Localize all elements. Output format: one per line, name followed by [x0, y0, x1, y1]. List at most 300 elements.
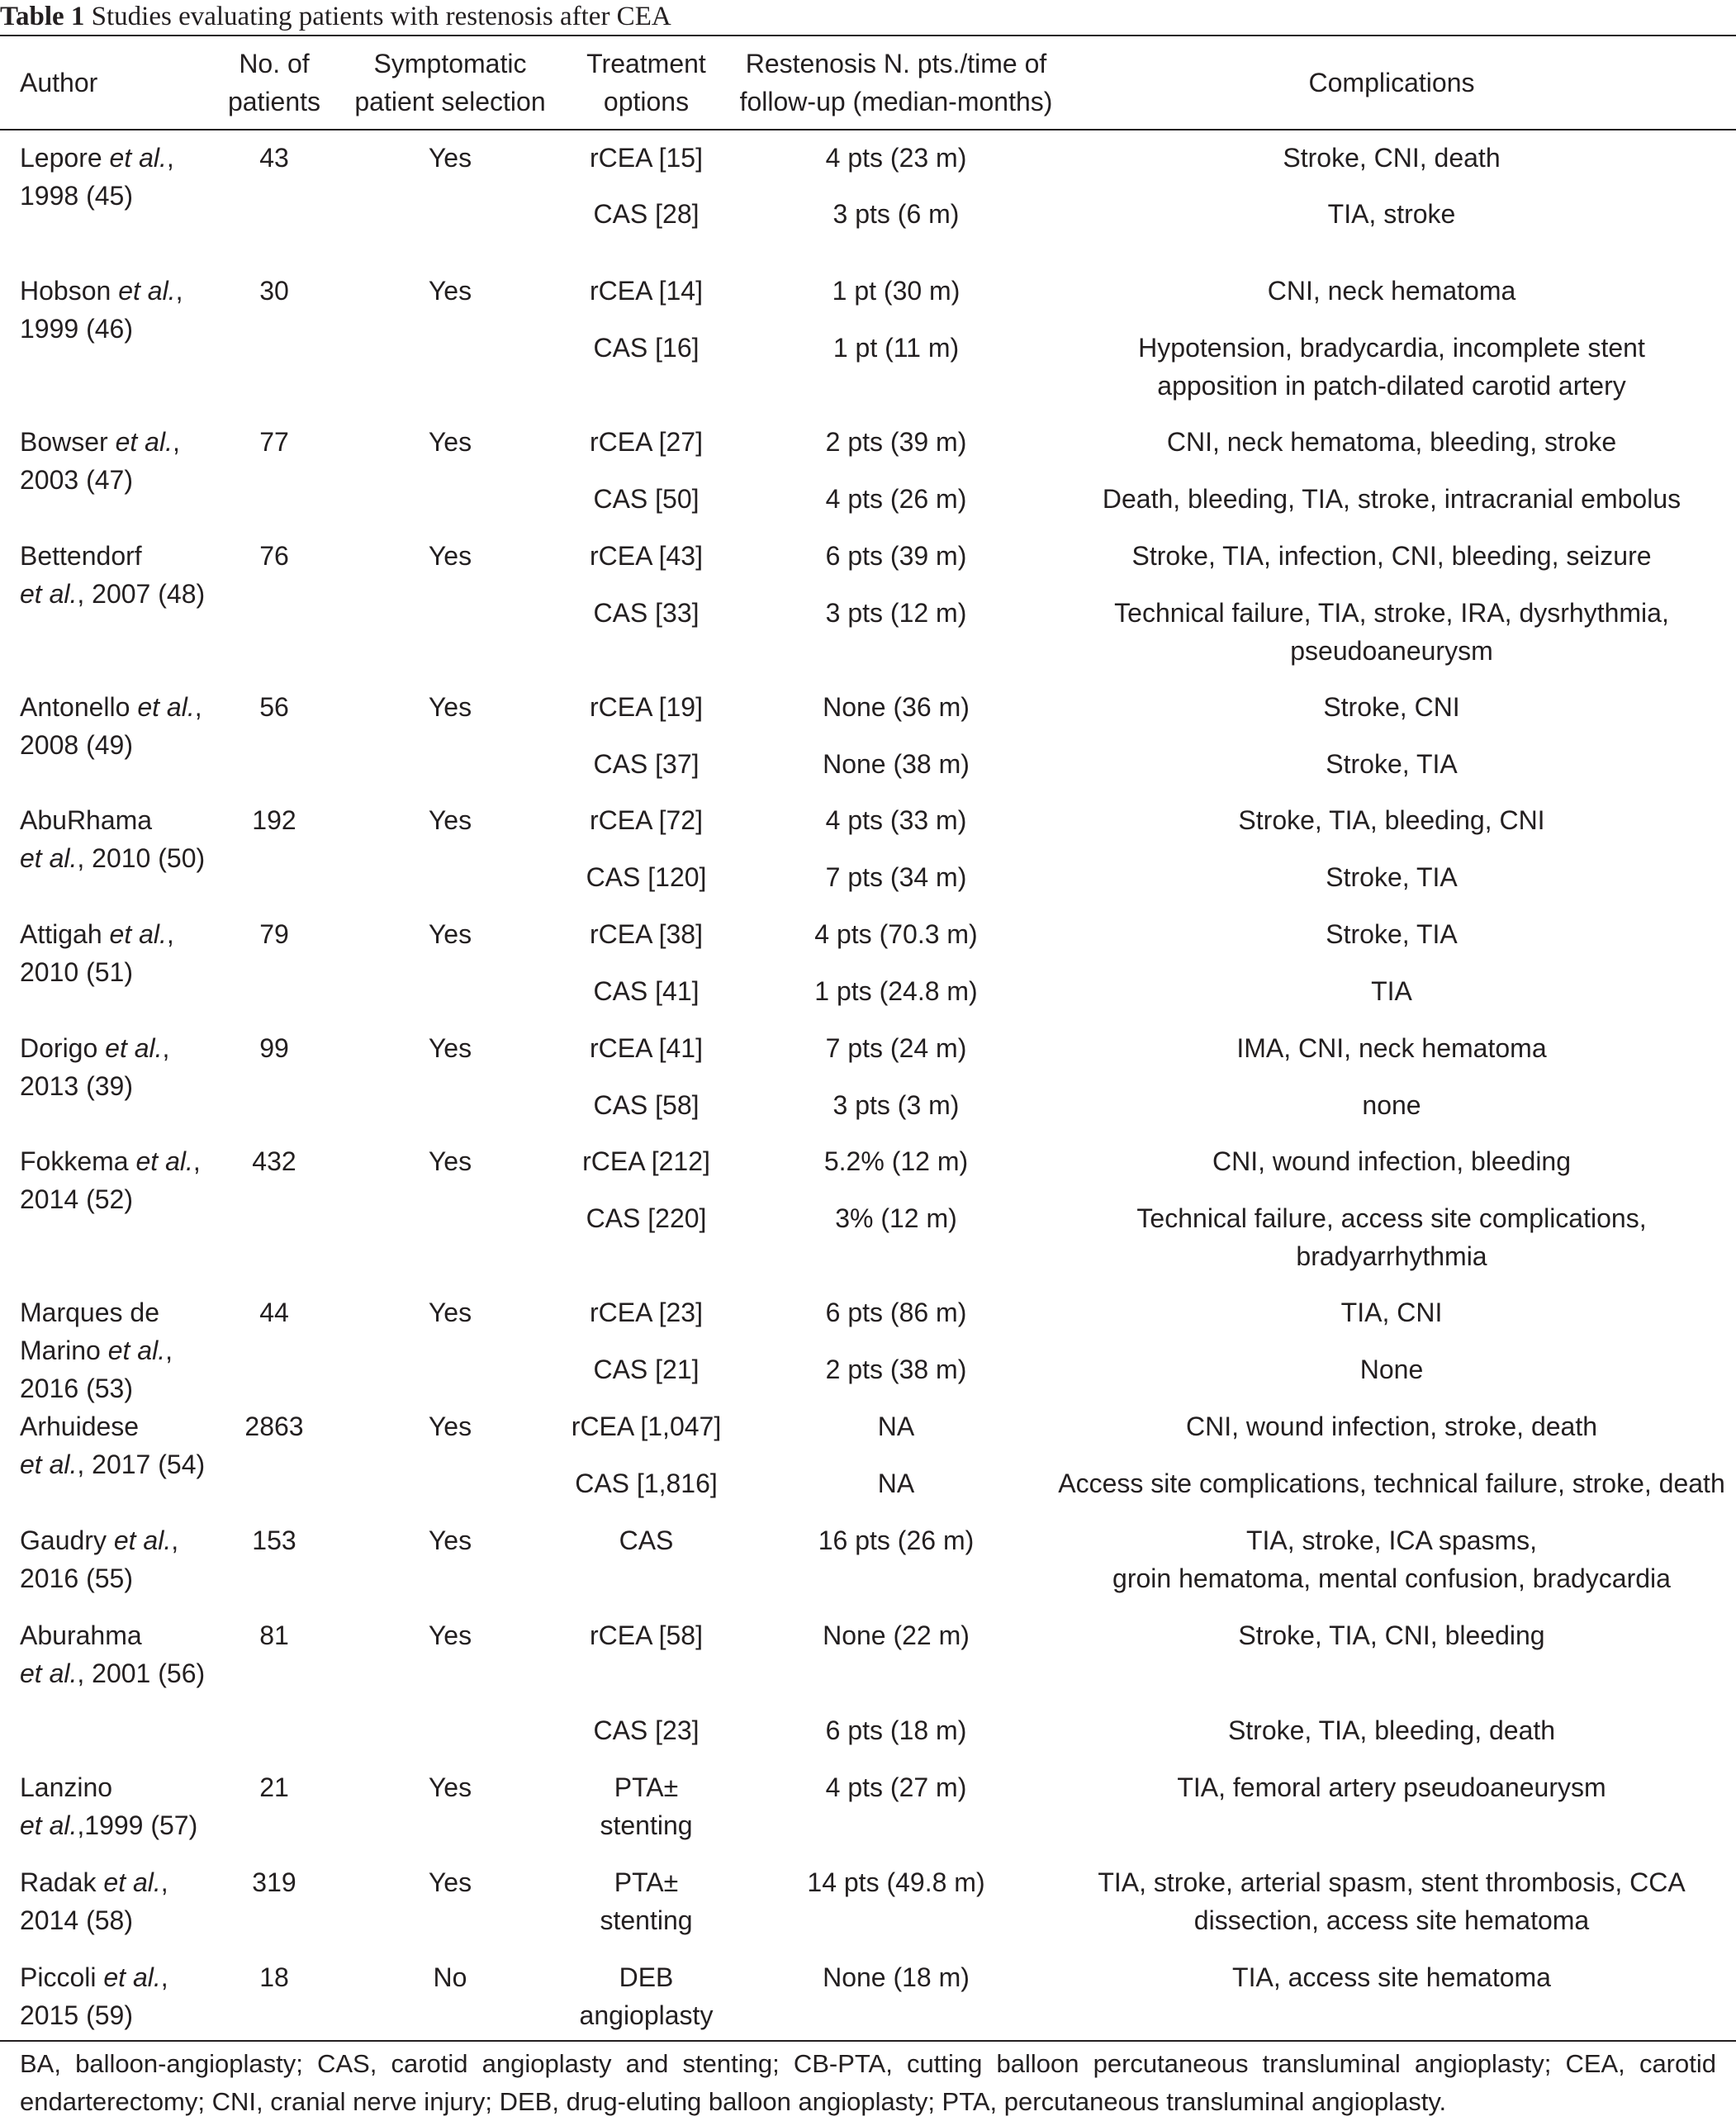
cell-symptomatic-line: Yes [428, 1867, 472, 1897]
cell-restenosis-line: 16 pts (26 m) [818, 1526, 975, 1555]
cell-treatment [549, 1711, 743, 1749]
cell-patients [192, 1863, 357, 1901]
cell-restenosis-line: 3 pts (12 m) [825, 598, 967, 628]
cell-complications-line: pseudoaneurysm [1290, 636, 1493, 666]
table-caption [0, 2, 671, 31]
cell-treatment [549, 972, 743, 1010]
author-text: 2015 (59) [20, 2000, 133, 2030]
cell-patients [192, 1768, 357, 1806]
cell-symptomatic-line: No [433, 1962, 467, 1992]
cell-restenosis-line: 4 pts (70.3 m) [814, 919, 978, 949]
author-line [20, 1559, 226, 1597]
author-text: Antonello [20, 692, 138, 722]
cell-treatment-line: CAS [1,816] [575, 1469, 718, 1498]
cell-restenosis-line: 2 pts (38 m) [825, 1355, 967, 1384]
cell-patients [192, 537, 357, 575]
cell-treatment [549, 858, 743, 896]
header-rule [0, 129, 1736, 130]
cell-restenosis-line: None (38 m) [823, 749, 970, 779]
author-text: 1998 (45) [20, 181, 133, 211]
cell-restenosis-line: 14 pts (49.8 m) [807, 1867, 985, 1897]
cell-complications-line: Access site complications, technical failure, stroke, death [1058, 1469, 1725, 1498]
cell-restenosis [727, 272, 1065, 310]
column-header-restenosis [727, 45, 1065, 121]
cell-patients-line: 77 [259, 427, 289, 457]
author-etal: et al. [20, 1810, 78, 1840]
cell-patients-line: 319 [252, 1867, 296, 1897]
cell-treatment-line: CAS [41] [593, 976, 700, 1006]
author-text: ,1999 (57) [77, 1810, 198, 1840]
cell-restenosis-line: NA [877, 1412, 915, 1441]
column-header-treatment-line: options [603, 87, 690, 116]
cell-treatment-line: rCEA [212] [582, 1146, 710, 1176]
cell-complications-line: Stroke, TIA, bleeding, death [1227, 1715, 1556, 1745]
cell-restenosis [727, 1086, 1065, 1124]
cell-symptomatic [340, 1768, 560, 1806]
author-text: , 2001 (56) [77, 1658, 206, 1688]
cell-treatment-line: CAS [619, 1526, 674, 1555]
cell-restenosis [727, 1711, 1065, 1749]
cell-treatment-line: CAS [33] [593, 598, 700, 628]
cell-patients [192, 1142, 357, 1180]
cell-treatment [549, 480, 743, 518]
cell-treatment-line: stenting [600, 1905, 693, 1935]
author-text: Marques de [20, 1298, 159, 1327]
cell-restenosis-line: 4 pts (23 m) [825, 143, 967, 173]
cell-treatment-line: rCEA [72] [590, 805, 703, 835]
cell-complications-line: none [1362, 1090, 1421, 1120]
cell-treatment [549, 1863, 743, 1939]
cell-treatment [549, 801, 743, 839]
cell-treatment [549, 915, 743, 953]
cell-restenosis-line: 1 pt (11 m) [832, 333, 960, 363]
cell-treatment-line: rCEA [27] [590, 427, 703, 457]
cell-treatment-line: CAS [16] [593, 333, 700, 363]
cell-symptomatic [340, 688, 560, 726]
author-text: Piccoli [20, 1962, 104, 1992]
cell-complications [1049, 1407, 1734, 1445]
author-text: 2016 (53) [20, 1374, 133, 1403]
cell-symptomatic-line: Yes [428, 805, 472, 835]
cell-complications-line: Stroke, TIA [1326, 749, 1458, 779]
cell-symptomatic [340, 801, 560, 839]
cell-treatment [549, 688, 743, 726]
cell-symptomatic [340, 423, 560, 461]
cell-restenosis-line: 6 pts (86 m) [825, 1298, 967, 1327]
cell-complications-line: TIA [1371, 976, 1412, 1006]
cell-restenosis [727, 1863, 1065, 1901]
author-etal: et al. [20, 843, 78, 873]
cell-symptomatic-line: Yes [428, 919, 472, 949]
cell-patients-line: 76 [259, 541, 289, 571]
cell-symptomatic [340, 1958, 560, 1996]
author-text: Arhuidese [20, 1412, 140, 1441]
cell-patients [192, 272, 357, 310]
author-etal: et al. [103, 1867, 161, 1897]
cell-complications-line: TIA, stroke, arterial spasm, stent thrombosis, CCA [1098, 1867, 1686, 1897]
author-text: , [172, 427, 180, 457]
cell-symptomatic-line: Yes [428, 1033, 472, 1063]
column-header-treatment-line: Treatment [586, 49, 706, 78]
cell-complications-line: Technical failure, TIA, stroke, IRA, dysrhythmia, [1114, 598, 1669, 628]
author-text: 2013 (39) [20, 1071, 133, 1101]
cell-patients-line: 79 [259, 919, 289, 949]
cell-restenosis [727, 537, 1065, 575]
author-text: , [162, 1033, 170, 1063]
author-text: Attigah [20, 919, 110, 949]
author-line [20, 1180, 226, 1218]
cell-complications-line: Hypotension, bradycardia, incomplete stent [1138, 333, 1645, 363]
cell-treatment-line: rCEA [14] [590, 276, 703, 306]
cell-restenosis [727, 480, 1065, 518]
top-rule [0, 35, 1736, 36]
bottom-rule [0, 2040, 1736, 2042]
cell-symptomatic [340, 1863, 560, 1901]
cell-restenosis-line: None (18 m) [823, 1962, 970, 1992]
column-header-symptomatic-line: patient selection [354, 87, 546, 116]
author-line [20, 953, 226, 991]
cell-restenosis-line: 3% (12 m) [835, 1203, 957, 1233]
cell-treatment [549, 1199, 743, 1237]
cell-patients-line: 44 [259, 1298, 289, 1327]
cell-treatment-line: rCEA [15] [590, 143, 703, 173]
cell-patients-line: 21 [259, 1772, 289, 1802]
cell-complications [1049, 1350, 1734, 1388]
table-label: Table 1 [0, 2, 85, 31]
cell-restenosis-line: 4 pts (27 m) [825, 1772, 967, 1802]
cell-treatment-line: CAS [58] [593, 1090, 700, 1120]
cell-restenosis [727, 1293, 1065, 1331]
author-line [20, 1331, 226, 1369]
cell-restenosis-line: 3 pts (6 m) [832, 199, 960, 229]
author-etal: et al. [135, 1146, 193, 1176]
cell-symptomatic-line: Yes [428, 541, 472, 571]
cell-complications [1049, 1086, 1734, 1124]
cell-restenosis [727, 195, 1065, 233]
cell-treatment-line: rCEA [43] [590, 541, 703, 571]
author-text: , [175, 276, 183, 306]
cell-treatment [549, 423, 743, 461]
cell-symptomatic-line: Yes [428, 1146, 472, 1176]
cell-restenosis [727, 1142, 1065, 1180]
cell-complications [1049, 801, 1734, 839]
cell-patients [192, 688, 357, 726]
cell-treatment [549, 1407, 743, 1445]
column-header-author-line: Author [20, 68, 98, 97]
cell-complications [1049, 1958, 1734, 1996]
cell-complications-line: IMA, CNI, neck hematoma [1236, 1033, 1547, 1063]
cell-treatment [549, 139, 743, 177]
cell-complications [1049, 1142, 1734, 1180]
author-line [20, 1654, 226, 1692]
cell-patients-line: 2863 [244, 1412, 304, 1441]
cell-symptomatic-line: Yes [428, 276, 472, 306]
cell-complications-line: Stroke, CNI, death [1283, 143, 1501, 173]
cell-complications [1049, 1293, 1734, 1331]
cell-complications-line: Technical failure, access site complications, [1136, 1203, 1647, 1233]
author-line [20, 1067, 226, 1105]
cell-treatment-line: CAS [37] [593, 749, 700, 779]
cell-restenosis-line: NA [877, 1469, 915, 1498]
cell-restenosis-line: 6 pts (39 m) [825, 541, 967, 571]
author-text: 2010 (51) [20, 957, 133, 987]
cell-complications [1049, 1768, 1734, 1806]
cell-treatment-line: rCEA [58] [590, 1620, 703, 1650]
cell-restenosis [727, 1616, 1065, 1654]
cell-treatment [549, 1350, 743, 1388]
cell-complications-line: dissection, access site hematoma [1193, 1905, 1590, 1935]
cell-patients-line: 432 [252, 1146, 296, 1176]
cell-complications [1049, 272, 1734, 310]
author-line [20, 575, 226, 613]
author-text: 2008 (49) [20, 730, 133, 760]
cell-symptomatic-line: Yes [428, 1772, 472, 1802]
cell-restenosis [727, 1199, 1065, 1237]
cell-complications-line: TIA, CNI [1340, 1298, 1443, 1327]
author-line [20, 1901, 226, 1939]
author-text: 1999 (46) [20, 314, 133, 344]
cell-complications [1049, 480, 1734, 518]
cell-patients-line: 99 [259, 1033, 289, 1063]
cell-complications [1049, 1199, 1734, 1275]
author-etal: et al. [105, 1033, 163, 1063]
author-text: Lanzino [20, 1772, 113, 1802]
cell-restenosis [727, 972, 1065, 1010]
author-text: 2003 (47) [20, 465, 133, 495]
cell-symptomatic [340, 139, 560, 177]
author-text: , [160, 1867, 168, 1897]
author-line [20, 310, 226, 348]
cell-restenosis-line: 6 pts (18 m) [825, 1715, 967, 1745]
cell-restenosis-line: 3 pts (3 m) [832, 1090, 960, 1120]
cell-patients-line: 18 [259, 1962, 289, 1992]
cell-symptomatic [340, 1407, 560, 1445]
cell-complications [1049, 594, 1734, 670]
cell-treatment [549, 1142, 743, 1180]
cell-restenosis [727, 858, 1065, 896]
cell-restenosis [727, 329, 1065, 367]
cell-restenosis [727, 1350, 1065, 1388]
cell-complications-line: apposition in patch-dilated carotid artery [1157, 371, 1626, 401]
author-line [20, 726, 226, 764]
author-text: , 2010 (50) [77, 843, 206, 873]
cell-complications-line: Stroke, TIA, infection, CNI, bleeding, seizure [1131, 541, 1652, 571]
cell-symptomatic [340, 1616, 560, 1654]
column-header-restenosis-line: Restenosis N. pts./time of [745, 49, 1047, 78]
cell-complications-line: bradyarrhythmia [1296, 1241, 1487, 1271]
cell-complications [1049, 139, 1734, 177]
author-etal: et al. [118, 276, 176, 306]
column-header-complications [1049, 64, 1734, 102]
cell-restenosis-line: 2 pts (39 m) [825, 427, 967, 457]
author-etal: et al. [137, 692, 195, 722]
cell-complications-line: TIA, stroke, ICA spasms, [1245, 1526, 1538, 1555]
author-text: Fokkema [20, 1146, 136, 1176]
cell-treatment [549, 1086, 743, 1124]
cell-treatment-line: rCEA [23] [590, 1298, 703, 1327]
table-footnote: BA, balloon-angioplasty; CAS, carotid angioplasty and stenting; CB-PTA, cutting balloon percutaneous transluminal angioplasty; CEA, carotid endarterectomy; CNI, cranial nerve injury; DEB, drug-eluting balloon angioplasty; PTA, percutaneous transluminal angioplasty. [20, 2049, 1716, 2116]
cell-treatment [549, 329, 743, 367]
cell-complications [1049, 1863, 1734, 1939]
column-header-complications-line: Complications [1308, 68, 1475, 97]
cell-complications-line: CNI, wound infection, bleeding [1212, 1146, 1572, 1176]
cell-restenosis-line: 7 pts (34 m) [825, 862, 967, 892]
cell-complications [1049, 688, 1734, 726]
cell-treatment [549, 1293, 743, 1331]
author-text: 2014 (58) [20, 1905, 133, 1935]
author-line [20, 1996, 226, 2034]
cell-complications [1049, 1029, 1734, 1067]
cell-symptomatic [340, 915, 560, 953]
cell-treatment [549, 272, 743, 310]
cell-complications [1049, 329, 1734, 405]
cell-treatment [549, 1029, 743, 1067]
author-etal: et al. [107, 1336, 166, 1365]
cell-complications [1049, 195, 1734, 233]
cell-restenosis [727, 1407, 1065, 1445]
author-text: Marino [20, 1336, 108, 1365]
cell-patients-line: 192 [252, 805, 296, 835]
cell-restenosis [727, 915, 1065, 953]
cell-symptomatic-line: Yes [428, 692, 472, 722]
cell-complications-line: TIA, stroke [1327, 199, 1456, 229]
cell-treatment [549, 594, 743, 632]
author-etal: et al. [20, 579, 78, 609]
cell-treatment-line: angioplasty [579, 2000, 714, 2030]
author-etal: et al. [109, 919, 167, 949]
cell-treatment-line: CAS [28] [593, 199, 700, 229]
cell-restenosis-line: None (22 m) [823, 1620, 970, 1650]
cell-complications-line: Stroke, TIA, CNI, bleeding [1238, 1620, 1545, 1650]
cell-treatment-line: stenting [600, 1810, 693, 1840]
author-line [20, 1806, 226, 1844]
cell-treatment-line: rCEA [38] [590, 919, 703, 949]
cell-patients [192, 1521, 357, 1559]
author-text: , [166, 143, 174, 173]
cell-restenosis-line: None (36 m) [823, 692, 970, 722]
author-text: Dorigo [20, 1033, 106, 1063]
table-title: Studies evaluating patients with restenosis after CEA [91, 2, 671, 31]
cell-treatment-line: CAS [220] [586, 1203, 707, 1233]
cell-treatment-line: rCEA [41] [590, 1033, 703, 1063]
author-etal: et al. [20, 1450, 78, 1479]
author-line [20, 177, 226, 215]
author-text: , [192, 1146, 201, 1176]
cell-patients-line: 43 [259, 143, 289, 173]
author-text: , [166, 919, 174, 949]
author-text: , [165, 1336, 173, 1365]
cell-treatment-line: CAS [50] [593, 484, 700, 514]
cell-restenosis-line: 5.2% (12 m) [823, 1146, 969, 1176]
cell-complications [1049, 1464, 1734, 1502]
author-etal: et al. [109, 143, 167, 173]
column-header-patients-line: No. of [239, 49, 310, 78]
author-etal: et al. [20, 1658, 78, 1688]
cell-patients [192, 423, 357, 461]
cell-complications-line: CNI, neck hematoma, bleeding, stroke [1166, 427, 1617, 457]
cell-treatment-line: rCEA [1,047] [571, 1412, 722, 1441]
author-text: Hobson [20, 276, 119, 306]
cell-treatment-line: PTA± [614, 1772, 679, 1802]
cell-patients [192, 1407, 357, 1445]
cell-complications-line: Stroke, CNI [1323, 692, 1460, 722]
cell-symptomatic-line: Yes [428, 1526, 472, 1555]
author-text: , [171, 1526, 179, 1555]
cell-complications-line: Stroke, TIA [1326, 919, 1458, 949]
cell-complications [1049, 858, 1734, 896]
cell-restenosis [727, 1768, 1065, 1806]
cell-restenosis-line: 1 pt (30 m) [832, 276, 960, 306]
author-text: Lepore [20, 143, 110, 173]
cell-restenosis [727, 688, 1065, 726]
cell-complications-line: Stroke, TIA [1326, 862, 1458, 892]
cell-symptomatic-line: Yes [428, 427, 472, 457]
cell-complications-line: Death, bleeding, TIA, stroke, intracranial embolus [1102, 484, 1681, 514]
column-header-symptomatic-line: Symptomatic [373, 49, 527, 78]
cell-restenosis [727, 1521, 1065, 1559]
author-text: , 2017 (54) [77, 1450, 206, 1479]
cell-symptomatic [340, 1142, 560, 1180]
author-text: Bowser [20, 427, 116, 457]
cell-treatment-line: PTA± [614, 1867, 679, 1897]
cell-complications-line: TIA, access site hematoma [1232, 1962, 1551, 1992]
cell-restenosis [727, 1464, 1065, 1502]
cell-treatment [549, 195, 743, 233]
column-header-patients-line: patients [227, 87, 321, 116]
cell-restenosis [727, 594, 1065, 632]
column-header-symptomatic [340, 45, 560, 121]
cell-symptomatic [340, 1293, 560, 1331]
cell-patients [192, 1029, 357, 1067]
author-etal: et al. [115, 427, 173, 457]
cell-patients [192, 1616, 357, 1654]
cell-symptomatic [340, 537, 560, 575]
cell-symptomatic [340, 1029, 560, 1067]
author-text: , [194, 692, 202, 722]
cell-complications-line: Stroke, TIA, bleeding, CNI [1238, 805, 1545, 835]
author-etal: et al. [103, 1962, 161, 1992]
column-header-patients [192, 45, 357, 121]
cell-complications [1049, 423, 1734, 461]
column-header-restenosis-line: follow-up (median-months) [739, 87, 1053, 116]
author-text: Radak [20, 1867, 104, 1897]
cell-restenosis [727, 1029, 1065, 1067]
cell-restenosis [727, 139, 1065, 177]
cell-complications [1049, 1711, 1734, 1749]
cell-treatment [549, 1521, 743, 1559]
cell-complications [1049, 1521, 1734, 1597]
cell-symptomatic-line: Yes [428, 143, 472, 173]
author-line [20, 839, 226, 877]
cell-symptomatic [340, 1521, 560, 1559]
cell-treatment [549, 1768, 743, 1844]
cell-patients-line: 30 [259, 276, 289, 306]
cell-treatment-line: CAS [21] [593, 1355, 700, 1384]
cell-complications-line: None [1359, 1355, 1424, 1384]
cell-treatment-line: CAS [120] [586, 862, 707, 892]
cell-restenosis [727, 801, 1065, 839]
author-line [20, 461, 226, 499]
cell-patients-line: 56 [259, 692, 289, 722]
author-line [20, 1445, 226, 1483]
cell-restenosis-line: 7 pts (24 m) [825, 1033, 967, 1063]
cell-treatment-line: rCEA [19] [590, 692, 703, 722]
cell-complications-line: groin hematoma, mental confusion, bradycardia [1112, 1563, 1671, 1593]
cell-treatment-line: DEB [619, 1962, 674, 1992]
cell-complications [1049, 972, 1734, 1010]
cell-symptomatic-line: Yes [428, 1412, 472, 1441]
cell-complications [1049, 915, 1734, 953]
